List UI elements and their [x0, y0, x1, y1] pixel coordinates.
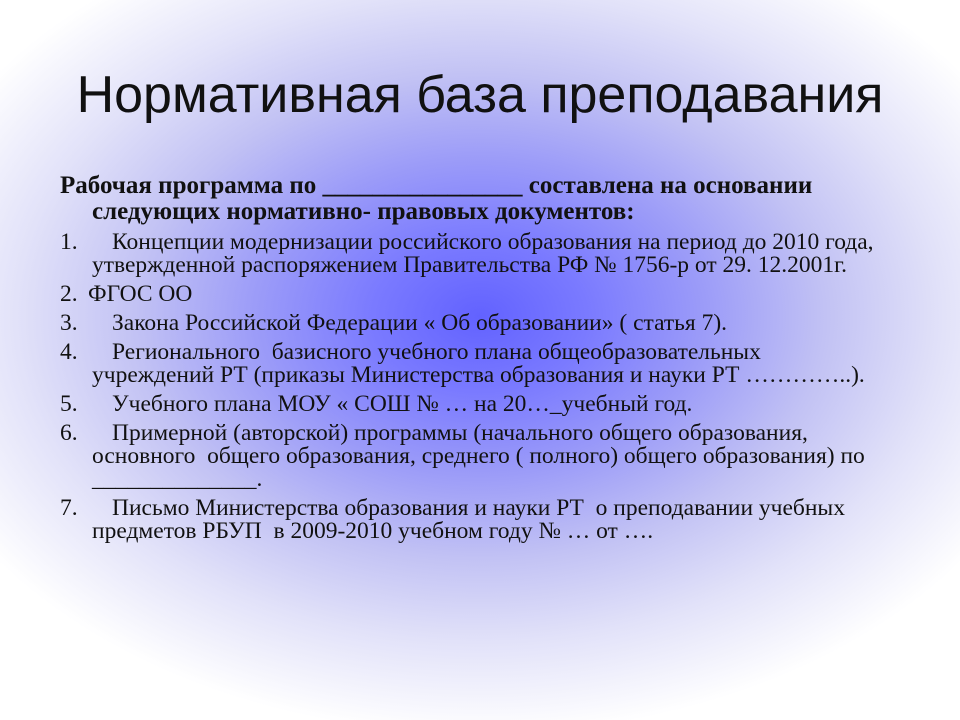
list-item [60, 393, 940, 416]
list-item-number: 1. [60, 229, 78, 255]
list-item-text: ______________. [92, 466, 263, 492]
list-item-number: 3. [60, 310, 78, 336]
list-item-number: 2. [60, 281, 78, 307]
intro-paragraph [60, 173, 940, 225]
intro-line: Рабочая программа по ________________ составлена на основании [60, 172, 813, 199]
list-item-number: 4. [60, 339, 78, 365]
list-item [60, 497, 940, 543]
list-item-text: Письмо Министерства образования и науки РТ о преподавании учебных [112, 495, 845, 521]
intro-line: следующих нормативно- правовых документов: [92, 198, 635, 225]
list-item-text: утвержденной распоряжением Правительства РФ № 1756-р от 29. 12.2001г. [92, 252, 848, 278]
list-item-text: Учебного плана МОУ « СОШ № … на 20…_учебный год. [112, 391, 693, 417]
list-item [60, 283, 940, 306]
slide-title: Нормативная база преподавания [76, 66, 884, 124]
list-item-text: учреждений РТ (приказы Министерства образования и науки РТ …………..). [92, 362, 865, 388]
list-item-text: Примерной (авторской) программы (начального общего образования, [112, 420, 808, 446]
list-item [60, 341, 940, 387]
list-item-number: 6. [60, 420, 78, 446]
list-item-text: предметов РБУП в 2009-2010 учебном году № … от …. [92, 518, 654, 544]
list-item-text: основного общего образования, среднего ( полного) общего образования) по [92, 443, 865, 469]
list-item-text: Закона Российской Федерации « Об образовании» ( статья 7). [112, 310, 728, 336]
list-item [60, 422, 940, 491]
list-item-text: Концепции модернизации российского образования на период до 2010 года, [112, 229, 874, 255]
list-item-number: 5. [60, 391, 78, 417]
list-item [60, 312, 940, 335]
list-item [60, 231, 940, 277]
list-item-number: 7. [60, 495, 78, 521]
slide-body [60, 173, 940, 543]
list-item-text: Регионального базисного учебного плана общеобразовательных [112, 339, 761, 365]
list-item-text: ФГОС ОО [88, 281, 193, 307]
